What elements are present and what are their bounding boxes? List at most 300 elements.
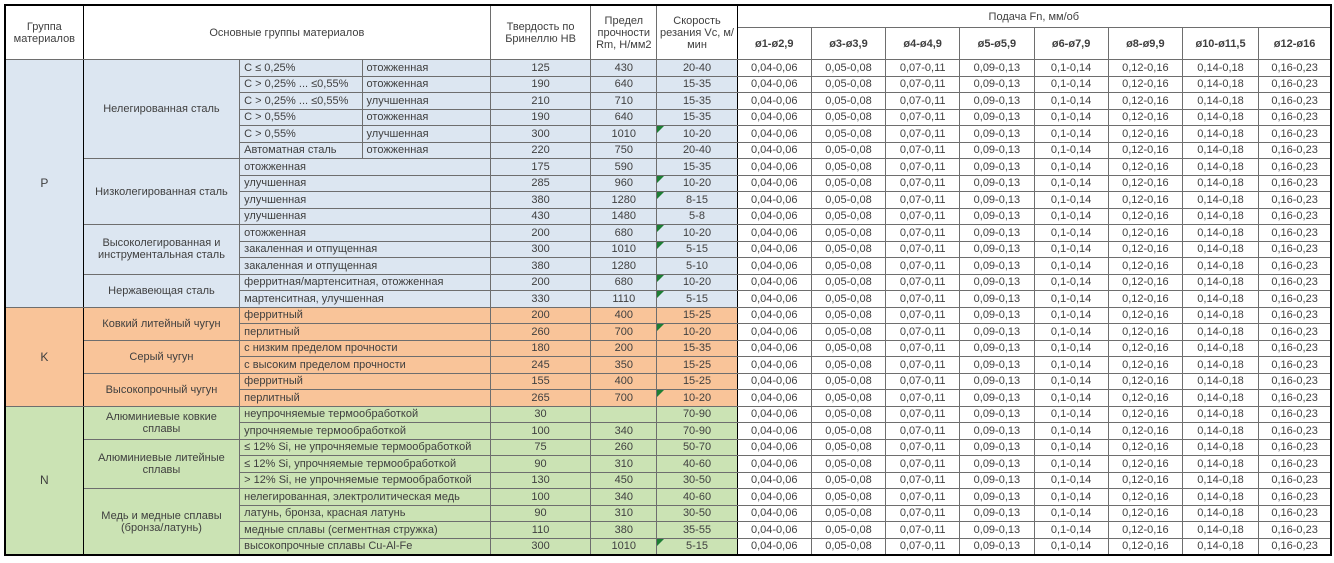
feed-value-cell-8[interactable]: 0,16-0,23 xyxy=(1259,307,1331,324)
feed-value-cell-2[interactable]: 0,05-0,08 xyxy=(811,489,885,506)
feed-value-cell-7[interactable]: 0,14-0,18 xyxy=(1182,93,1258,110)
feed-value-cell-8[interactable]: 0,16-0,23 xyxy=(1259,406,1331,423)
material-state-cell[interactable]: отожженная xyxy=(362,60,490,77)
feed-value-cell-5[interactable]: 0,1-0,14 xyxy=(1034,373,1108,390)
feed-value-cell-7[interactable]: 0,14-0,18 xyxy=(1182,142,1258,159)
hardness-cell[interactable]: 300 xyxy=(490,241,590,258)
strength-cell[interactable]: 590 xyxy=(591,159,657,176)
hardness-cell[interactable]: 300 xyxy=(490,538,590,555)
hardness-cell[interactable]: 200 xyxy=(490,225,590,242)
header-cutting-speed[interactable]: Скорость резания Vc, м/мин xyxy=(657,5,737,60)
feed-value-cell-4[interactable]: 0,09-0,13 xyxy=(960,142,1034,159)
feed-value-cell-8[interactable]: 0,16-0,23 xyxy=(1259,126,1331,143)
header-feed-col-4[interactable]: ø5-ø5,9 xyxy=(960,28,1034,60)
material-subgroup-name[interactable]: Высокопрочный чугун xyxy=(83,373,239,406)
feed-value-cell-7[interactable]: 0,14-0,18 xyxy=(1182,456,1258,473)
feed-value-cell-7[interactable]: 0,14-0,18 xyxy=(1182,373,1258,390)
feed-value-cell-6[interactable]: 0,12-0,16 xyxy=(1108,76,1182,93)
feed-value-cell-1[interactable]: 0,04-0,06 xyxy=(737,142,811,159)
strength-cell[interactable] xyxy=(591,406,657,423)
cutting-speed-cell[interactable]: 5-10 xyxy=(657,258,737,275)
feed-value-cell-2[interactable]: 0,05-0,08 xyxy=(811,274,885,291)
feed-value-cell-7[interactable]: 0,14-0,18 xyxy=(1182,522,1258,539)
material-description-cell[interactable]: перлитный xyxy=(240,324,491,341)
cutting-speed-cell[interactable]: 15-35 xyxy=(657,109,737,126)
feed-value-cell-2[interactable]: 0,05-0,08 xyxy=(811,340,885,357)
feed-value-cell-3[interactable]: 0,07-0,11 xyxy=(886,538,960,555)
feed-value-cell-8[interactable]: 0,16-0,23 xyxy=(1259,423,1331,440)
feed-value-cell-6[interactable]: 0,12-0,16 xyxy=(1108,423,1182,440)
feed-value-cell-7[interactable]: 0,14-0,18 xyxy=(1182,258,1258,275)
header-feed-col-3[interactable]: ø4-ø4,9 xyxy=(886,28,960,60)
strength-cell[interactable]: 310 xyxy=(591,505,657,522)
feed-value-cell-6[interactable]: 0,12-0,16 xyxy=(1108,406,1182,423)
feed-value-cell-1[interactable]: 0,04-0,06 xyxy=(737,423,811,440)
strength-cell[interactable]: 1010 xyxy=(591,538,657,555)
feed-value-cell-2[interactable]: 0,05-0,08 xyxy=(811,406,885,423)
strength-cell[interactable]: 700 xyxy=(591,390,657,407)
feed-value-cell-4[interactable]: 0,09-0,13 xyxy=(960,340,1034,357)
feed-value-cell-3[interactable]: 0,07-0,11 xyxy=(886,274,960,291)
feed-value-cell-2[interactable]: 0,05-0,08 xyxy=(811,192,885,209)
feed-value-cell-8[interactable]: 0,16-0,23 xyxy=(1259,456,1331,473)
feed-value-cell-8[interactable]: 0,16-0,23 xyxy=(1259,357,1331,374)
feed-value-cell-6[interactable]: 0,12-0,16 xyxy=(1108,208,1182,225)
feed-value-cell-4[interactable]: 0,09-0,13 xyxy=(960,76,1034,93)
feed-value-cell-7[interactable]: 0,14-0,18 xyxy=(1182,175,1258,192)
feed-value-cell-1[interactable]: 0,04-0,06 xyxy=(737,439,811,456)
feed-value-cell-2[interactable]: 0,05-0,08 xyxy=(811,76,885,93)
feed-value-cell-4[interactable]: 0,09-0,13 xyxy=(960,241,1034,258)
hardness-cell[interactable]: 220 xyxy=(490,142,590,159)
feed-value-cell-1[interactable]: 0,04-0,06 xyxy=(737,373,811,390)
feed-value-cell-6[interactable]: 0,12-0,16 xyxy=(1108,274,1182,291)
feed-value-cell-4[interactable]: 0,09-0,13 xyxy=(960,538,1034,555)
strength-cell[interactable]: 640 xyxy=(591,76,657,93)
feed-value-cell-4[interactable]: 0,09-0,13 xyxy=(960,390,1034,407)
feed-value-cell-5[interactable]: 0,1-0,14 xyxy=(1034,489,1108,506)
feed-value-cell-3[interactable]: 0,07-0,11 xyxy=(886,225,960,242)
feed-value-cell-1[interactable]: 0,04-0,06 xyxy=(737,241,811,258)
feed-value-cell-1[interactable]: 0,04-0,06 xyxy=(737,109,811,126)
cutting-speed-cell[interactable]: 15-35 xyxy=(657,340,737,357)
feed-value-cell-6[interactable]: 0,12-0,16 xyxy=(1108,456,1182,473)
strength-cell[interactable]: 340 xyxy=(591,489,657,506)
material-description-cell[interactable]: мартенситная, улучшенная xyxy=(240,291,491,308)
material-condition-cell[interactable]: Автоматная сталь xyxy=(240,142,362,159)
material-description-cell[interactable]: отожженная xyxy=(240,225,491,242)
material-subgroup-name[interactable]: Нержавеющая сталь xyxy=(83,274,239,307)
feed-value-cell-1[interactable]: 0,04-0,06 xyxy=(737,406,811,423)
feed-value-cell-8[interactable]: 0,16-0,23 xyxy=(1259,274,1331,291)
feed-value-cell-5[interactable]: 0,1-0,14 xyxy=(1034,93,1108,110)
feed-value-cell-7[interactable]: 0,14-0,18 xyxy=(1182,241,1258,258)
feed-value-cell-1[interactable]: 0,04-0,06 xyxy=(737,538,811,555)
feed-value-cell-2[interactable]: 0,05-0,08 xyxy=(811,175,885,192)
feed-value-cell-3[interactable]: 0,07-0,11 xyxy=(886,258,960,275)
cutting-speed-cell[interactable]: 10-20 xyxy=(657,126,737,143)
feed-value-cell-8[interactable]: 0,16-0,23 xyxy=(1259,109,1331,126)
feed-value-cell-8[interactable]: 0,16-0,23 xyxy=(1259,373,1331,390)
feed-value-cell-5[interactable]: 0,1-0,14 xyxy=(1034,390,1108,407)
feed-value-cell-5[interactable]: 0,1-0,14 xyxy=(1034,472,1108,489)
feed-value-cell-7[interactable]: 0,14-0,18 xyxy=(1182,291,1258,308)
hardness-cell[interactable]: 200 xyxy=(490,307,590,324)
feed-value-cell-2[interactable]: 0,05-0,08 xyxy=(811,390,885,407)
feed-value-cell-8[interactable]: 0,16-0,23 xyxy=(1259,291,1331,308)
header-feed-col-2[interactable]: ø3-ø3,9 xyxy=(811,28,885,60)
feed-value-cell-8[interactable]: 0,16-0,23 xyxy=(1259,489,1331,506)
feed-value-cell-3[interactable]: 0,07-0,11 xyxy=(886,192,960,209)
hardness-cell[interactable]: 100 xyxy=(490,423,590,440)
cutting-speed-cell[interactable]: 5-15 xyxy=(657,241,737,258)
feed-value-cell-3[interactable]: 0,07-0,11 xyxy=(886,357,960,374)
hardness-cell[interactable]: 155 xyxy=(490,373,590,390)
feed-value-cell-5[interactable]: 0,1-0,14 xyxy=(1034,357,1108,374)
cutting-speed-cell[interactable]: 5-15 xyxy=(657,291,737,308)
strength-cell[interactable]: 700 xyxy=(591,324,657,341)
feed-value-cell-5[interactable]: 0,1-0,14 xyxy=(1034,324,1108,341)
material-description-cell[interactable]: улучшенная xyxy=(240,192,491,209)
feed-value-cell-2[interactable]: 0,05-0,08 xyxy=(811,93,885,110)
hardness-cell[interactable]: 245 xyxy=(490,357,590,374)
hardness-cell[interactable]: 90 xyxy=(490,456,590,473)
hardness-cell[interactable]: 125 xyxy=(490,60,590,77)
feed-value-cell-4[interactable]: 0,09-0,13 xyxy=(960,472,1034,489)
feed-value-cell-7[interactable]: 0,14-0,18 xyxy=(1182,307,1258,324)
feed-value-cell-4[interactable]: 0,09-0,13 xyxy=(960,439,1034,456)
feed-value-cell-1[interactable]: 0,04-0,06 xyxy=(737,274,811,291)
feed-value-cell-7[interactable]: 0,14-0,18 xyxy=(1182,225,1258,242)
material-description-cell[interactable]: медные сплавы (сегментная стружка) xyxy=(240,522,491,539)
feed-value-cell-2[interactable]: 0,05-0,08 xyxy=(811,208,885,225)
material-description-cell[interactable]: высокопрочные сплавы Cu-Al-Fe xyxy=(240,538,491,555)
strength-cell[interactable]: 680 xyxy=(591,274,657,291)
hardness-cell[interactable]: 265 xyxy=(490,390,590,407)
cutting-speed-cell[interactable]: 30-50 xyxy=(657,472,737,489)
cutting-speed-cell[interactable]: 15-35 xyxy=(657,76,737,93)
hardness-cell[interactable]: 430 xyxy=(490,208,590,225)
feed-value-cell-7[interactable]: 0,14-0,18 xyxy=(1182,76,1258,93)
feed-value-cell-6[interactable]: 0,12-0,16 xyxy=(1108,225,1182,242)
material-condition-cell[interactable]: C > 0,55% xyxy=(240,109,362,126)
feed-value-cell-6[interactable]: 0,12-0,16 xyxy=(1108,93,1182,110)
feed-value-cell-8[interactable]: 0,16-0,23 xyxy=(1259,60,1331,77)
feed-value-cell-7[interactable]: 0,14-0,18 xyxy=(1182,274,1258,291)
feed-value-cell-3[interactable]: 0,07-0,11 xyxy=(886,324,960,341)
feed-value-cell-6[interactable]: 0,12-0,16 xyxy=(1108,307,1182,324)
cutting-speed-cell[interactable]: 15-25 xyxy=(657,357,737,374)
header-brinell-hardness[interactable]: Твердость по Бринеллю HB xyxy=(490,5,590,60)
hardness-cell[interactable]: 75 xyxy=(490,439,590,456)
feed-value-cell-8[interactable]: 0,16-0,23 xyxy=(1259,93,1331,110)
hardness-cell[interactable]: 210 xyxy=(490,93,590,110)
material-subgroup-name[interactable]: Низколегированная сталь xyxy=(83,159,239,225)
feed-value-cell-8[interactable]: 0,16-0,23 xyxy=(1259,241,1331,258)
feed-value-cell-8[interactable]: 0,16-0,23 xyxy=(1259,208,1331,225)
cutting-speed-cell[interactable]: 70-90 xyxy=(657,423,737,440)
feed-value-cell-5[interactable]: 0,1-0,14 xyxy=(1034,406,1108,423)
feed-value-cell-2[interactable]: 0,05-0,08 xyxy=(811,357,885,374)
feed-value-cell-7[interactable]: 0,14-0,18 xyxy=(1182,340,1258,357)
feed-value-cell-1[interactable]: 0,04-0,06 xyxy=(737,472,811,489)
hardness-cell[interactable]: 110 xyxy=(490,522,590,539)
cutting-speed-cell[interactable]: 10-20 xyxy=(657,274,737,291)
feed-value-cell-5[interactable]: 0,1-0,14 xyxy=(1034,274,1108,291)
feed-value-cell-7[interactable]: 0,14-0,18 xyxy=(1182,159,1258,176)
feed-value-cell-6[interactable]: 0,12-0,16 xyxy=(1108,109,1182,126)
hardness-cell[interactable]: 180 xyxy=(490,340,590,357)
strength-cell[interactable]: 680 xyxy=(591,225,657,242)
hardness-cell[interactable]: 260 xyxy=(490,324,590,341)
group-letter-N[interactable]: N xyxy=(5,406,83,555)
material-condition-cell[interactable]: C ≤ 0,25% xyxy=(240,60,362,77)
feed-value-cell-4[interactable]: 0,09-0,13 xyxy=(960,192,1034,209)
cutting-speed-cell[interactable]: 10-20 xyxy=(657,175,737,192)
feed-value-cell-5[interactable]: 0,1-0,14 xyxy=(1034,307,1108,324)
feed-value-cell-3[interactable]: 0,07-0,11 xyxy=(886,175,960,192)
strength-cell[interactable]: 400 xyxy=(591,307,657,324)
feed-value-cell-4[interactable]: 0,09-0,13 xyxy=(960,505,1034,522)
feed-value-cell-6[interactable]: 0,12-0,16 xyxy=(1108,175,1182,192)
cutting-speed-cell[interactable]: 5-15 xyxy=(657,538,737,555)
feed-value-cell-8[interactable]: 0,16-0,23 xyxy=(1259,159,1331,176)
strength-cell[interactable]: 1010 xyxy=(591,126,657,143)
cutting-speed-cell[interactable]: 20-40 xyxy=(657,60,737,77)
feed-value-cell-5[interactable]: 0,1-0,14 xyxy=(1034,241,1108,258)
feed-value-cell-2[interactable]: 0,05-0,08 xyxy=(811,291,885,308)
feed-value-cell-1[interactable]: 0,04-0,06 xyxy=(737,60,811,77)
feed-value-cell-3[interactable]: 0,07-0,11 xyxy=(886,456,960,473)
feed-value-cell-6[interactable]: 0,12-0,16 xyxy=(1108,357,1182,374)
feed-value-cell-2[interactable]: 0,05-0,08 xyxy=(811,307,885,324)
feed-value-cell-4[interactable]: 0,09-0,13 xyxy=(960,423,1034,440)
material-description-cell[interactable]: отожженная xyxy=(240,159,491,176)
feed-value-cell-8[interactable]: 0,16-0,23 xyxy=(1259,324,1331,341)
feed-value-cell-3[interactable]: 0,07-0,11 xyxy=(886,126,960,143)
material-description-cell[interactable]: латунь, бронза, красная латунь xyxy=(240,505,491,522)
material-state-cell[interactable]: отожженная xyxy=(362,142,490,159)
feed-value-cell-3[interactable]: 0,07-0,11 xyxy=(886,406,960,423)
feed-value-cell-4[interactable]: 0,09-0,13 xyxy=(960,93,1034,110)
feed-value-cell-5[interactable]: 0,1-0,14 xyxy=(1034,225,1108,242)
feed-value-cell-2[interactable]: 0,05-0,08 xyxy=(811,142,885,159)
header-feed-col-1[interactable]: ø1-ø2,9 xyxy=(737,28,811,60)
cutting-speed-cell[interactable]: 40-60 xyxy=(657,489,737,506)
feed-value-cell-3[interactable]: 0,07-0,11 xyxy=(886,142,960,159)
feed-value-cell-5[interactable]: 0,1-0,14 xyxy=(1034,175,1108,192)
material-subgroup-name[interactable]: Медь и медные сплавы (бронза/латунь) xyxy=(83,489,239,556)
feed-value-cell-5[interactable]: 0,1-0,14 xyxy=(1034,423,1108,440)
feed-value-cell-8[interactable]: 0,16-0,23 xyxy=(1259,175,1331,192)
feed-value-cell-8[interactable]: 0,16-0,23 xyxy=(1259,439,1331,456)
feed-value-cell-3[interactable]: 0,07-0,11 xyxy=(886,291,960,308)
feed-value-cell-2[interactable]: 0,05-0,08 xyxy=(811,159,885,176)
feed-value-cell-7[interactable]: 0,14-0,18 xyxy=(1182,406,1258,423)
cutting-speed-cell[interactable]: 70-90 xyxy=(657,406,737,423)
material-description-cell[interactable]: ферритный xyxy=(240,307,491,324)
feed-value-cell-6[interactable]: 0,12-0,16 xyxy=(1108,340,1182,357)
feed-value-cell-7[interactable]: 0,14-0,18 xyxy=(1182,390,1258,407)
feed-value-cell-1[interactable]: 0,04-0,06 xyxy=(737,456,811,473)
material-subgroup-name[interactable]: Алюминиевые литейные сплавы xyxy=(83,439,239,489)
feed-value-cell-2[interactable]: 0,05-0,08 xyxy=(811,456,885,473)
feed-value-cell-7[interactable]: 0,14-0,18 xyxy=(1182,439,1258,456)
feed-value-cell-5[interactable]: 0,1-0,14 xyxy=(1034,76,1108,93)
feed-value-cell-6[interactable]: 0,12-0,16 xyxy=(1108,439,1182,456)
feed-value-cell-5[interactable]: 0,1-0,14 xyxy=(1034,159,1108,176)
feed-value-cell-6[interactable]: 0,12-0,16 xyxy=(1108,159,1182,176)
material-condition-cell[interactable]: C > 0,25% ... ≤0,55% xyxy=(240,93,362,110)
material-description-cell[interactable]: неупрочняемые термообработкой xyxy=(240,406,491,423)
strength-cell[interactable]: 640 xyxy=(591,109,657,126)
feed-value-cell-7[interactable]: 0,14-0,18 xyxy=(1182,423,1258,440)
feed-value-cell-4[interactable]: 0,09-0,13 xyxy=(960,225,1034,242)
feed-value-cell-4[interactable]: 0,09-0,13 xyxy=(960,489,1034,506)
feed-value-cell-4[interactable]: 0,09-0,13 xyxy=(960,357,1034,374)
feed-value-cell-1[interactable]: 0,04-0,06 xyxy=(737,258,811,275)
material-subgroup-name[interactable]: Алюминиевые ковкие сплавы xyxy=(83,406,239,439)
feed-value-cell-1[interactable]: 0,04-0,06 xyxy=(737,522,811,539)
header-feed-col-5[interactable]: ø6-ø7,9 xyxy=(1034,28,1108,60)
material-description-cell[interactable]: закаленная и отпущенная xyxy=(240,241,491,258)
material-description-cell[interactable]: улучшенная xyxy=(240,208,491,225)
feed-value-cell-5[interactable]: 0,1-0,14 xyxy=(1034,192,1108,209)
feed-value-cell-8[interactable]: 0,16-0,23 xyxy=(1259,192,1331,209)
cutting-speed-cell[interactable]: 10-20 xyxy=(657,225,737,242)
material-description-cell[interactable]: с низким пределом прочности xyxy=(240,340,491,357)
feed-value-cell-7[interactable]: 0,14-0,18 xyxy=(1182,126,1258,143)
feed-value-cell-6[interactable]: 0,12-0,16 xyxy=(1108,505,1182,522)
material-description-cell[interactable]: ферритная/мартенситная, отожженная xyxy=(240,274,491,291)
feed-value-cell-8[interactable]: 0,16-0,23 xyxy=(1259,472,1331,489)
feed-value-cell-3[interactable]: 0,07-0,11 xyxy=(886,60,960,77)
feed-value-cell-4[interactable]: 0,09-0,13 xyxy=(960,175,1034,192)
feed-value-cell-1[interactable]: 0,04-0,06 xyxy=(737,324,811,341)
feed-value-cell-6[interactable]: 0,12-0,16 xyxy=(1108,142,1182,159)
feed-value-cell-4[interactable]: 0,09-0,13 xyxy=(960,324,1034,341)
material-state-cell[interactable]: улучшенная xyxy=(362,93,490,110)
material-description-cell[interactable]: ≤ 12% Si, не упрочняемые термообработкой xyxy=(240,439,491,456)
feed-value-cell-5[interactable]: 0,1-0,14 xyxy=(1034,126,1108,143)
feed-value-cell-4[interactable]: 0,09-0,13 xyxy=(960,109,1034,126)
feed-value-cell-6[interactable]: 0,12-0,16 xyxy=(1108,522,1182,539)
feed-value-cell-2[interactable]: 0,05-0,08 xyxy=(811,505,885,522)
hardness-cell[interactable]: 90 xyxy=(490,505,590,522)
feed-value-cell-4[interactable]: 0,09-0,13 xyxy=(960,208,1034,225)
feed-value-cell-6[interactable]: 0,12-0,16 xyxy=(1108,489,1182,506)
feed-value-cell-3[interactable]: 0,07-0,11 xyxy=(886,505,960,522)
feed-value-cell-7[interactable]: 0,14-0,18 xyxy=(1182,472,1258,489)
feed-value-cell-3[interactable]: 0,07-0,11 xyxy=(886,489,960,506)
feed-value-cell-1[interactable]: 0,04-0,06 xyxy=(737,208,811,225)
feed-value-cell-7[interactable]: 0,14-0,18 xyxy=(1182,208,1258,225)
feed-value-cell-3[interactable]: 0,07-0,11 xyxy=(886,93,960,110)
hardness-cell[interactable]: 380 xyxy=(490,258,590,275)
feed-value-cell-4[interactable]: 0,09-0,13 xyxy=(960,522,1034,539)
feed-value-cell-2[interactable]: 0,05-0,08 xyxy=(811,522,885,539)
feed-value-cell-7[interactable]: 0,14-0,18 xyxy=(1182,60,1258,77)
feed-value-cell-1[interactable]: 0,04-0,06 xyxy=(737,159,811,176)
feed-value-cell-1[interactable]: 0,04-0,06 xyxy=(737,93,811,110)
hardness-cell[interactable]: 30 xyxy=(490,406,590,423)
strength-cell[interactable]: 750 xyxy=(591,142,657,159)
hardness-cell[interactable]: 190 xyxy=(490,76,590,93)
feed-value-cell-5[interactable]: 0,1-0,14 xyxy=(1034,142,1108,159)
feed-value-cell-5[interactable]: 0,1-0,14 xyxy=(1034,505,1108,522)
material-subgroup-name[interactable]: Высоколегированная и инструментальная сталь xyxy=(83,225,239,275)
feed-value-cell-7[interactable]: 0,14-0,18 xyxy=(1182,489,1258,506)
feed-value-cell-7[interactable]: 0,14-0,18 xyxy=(1182,538,1258,555)
strength-cell[interactable]: 1280 xyxy=(591,192,657,209)
feed-value-cell-8[interactable]: 0,16-0,23 xyxy=(1259,76,1331,93)
feed-value-cell-3[interactable]: 0,07-0,11 xyxy=(886,159,960,176)
hardness-cell[interactable]: 100 xyxy=(490,489,590,506)
cutting-speed-cell[interactable]: 5-8 xyxy=(657,208,737,225)
feed-value-cell-4[interactable]: 0,09-0,13 xyxy=(960,291,1034,308)
feed-value-cell-3[interactable]: 0,07-0,11 xyxy=(886,373,960,390)
feed-value-cell-1[interactable]: 0,04-0,06 xyxy=(737,76,811,93)
feed-value-cell-7[interactable]: 0,14-0,18 xyxy=(1182,324,1258,341)
feed-value-cell-1[interactable]: 0,04-0,06 xyxy=(737,225,811,242)
feed-value-cell-6[interactable]: 0,12-0,16 xyxy=(1108,60,1182,77)
feed-value-cell-3[interactable]: 0,07-0,11 xyxy=(886,307,960,324)
feed-value-cell-6[interactable]: 0,12-0,16 xyxy=(1108,538,1182,555)
material-state-cell[interactable]: отожженная xyxy=(362,109,490,126)
feed-value-cell-3[interactable]: 0,07-0,11 xyxy=(886,109,960,126)
header-feed-col-7[interactable]: ø10-ø11,5 xyxy=(1182,28,1258,60)
material-description-cell[interactable]: перлитный xyxy=(240,390,491,407)
strength-cell[interactable]: 450 xyxy=(591,472,657,489)
cutting-speed-cell[interactable]: 30-50 xyxy=(657,505,737,522)
feed-value-cell-2[interactable]: 0,05-0,08 xyxy=(811,225,885,242)
header-feed-col-6[interactable]: ø8-ø9,9 xyxy=(1108,28,1182,60)
cutting-speed-cell[interactable]: 40-60 xyxy=(657,456,737,473)
material-description-cell[interactable]: ≤ 12% Si, упрочняемые термообработкой xyxy=(240,456,491,473)
cutting-speed-cell[interactable]: 35-55 xyxy=(657,522,737,539)
feed-value-cell-5[interactable]: 0,1-0,14 xyxy=(1034,258,1108,275)
feed-value-cell-2[interactable]: 0,05-0,08 xyxy=(811,373,885,390)
feed-value-cell-2[interactable]: 0,05-0,08 xyxy=(811,241,885,258)
material-description-cell[interactable]: закаленная и отпущенная xyxy=(240,258,491,275)
strength-cell[interactable]: 310 xyxy=(591,456,657,473)
feed-value-cell-6[interactable]: 0,12-0,16 xyxy=(1108,126,1182,143)
feed-value-cell-2[interactable]: 0,05-0,08 xyxy=(811,472,885,489)
feed-value-cell-1[interactable]: 0,04-0,06 xyxy=(737,390,811,407)
feed-value-cell-4[interactable]: 0,09-0,13 xyxy=(960,307,1034,324)
feed-value-cell-1[interactable]: 0,04-0,06 xyxy=(737,489,811,506)
feed-value-cell-8[interactable]: 0,16-0,23 xyxy=(1259,142,1331,159)
cutting-speed-cell[interactable]: 20-40 xyxy=(657,142,737,159)
material-condition-cell[interactable]: C > 0,25% ... ≤0,55% xyxy=(240,76,362,93)
strength-cell[interactable]: 430 xyxy=(591,60,657,77)
feed-value-cell-3[interactable]: 0,07-0,11 xyxy=(886,208,960,225)
feed-value-cell-2[interactable]: 0,05-0,08 xyxy=(811,538,885,555)
feed-value-cell-6[interactable]: 0,12-0,16 xyxy=(1108,291,1182,308)
feed-value-cell-1[interactable]: 0,04-0,06 xyxy=(737,357,811,374)
material-subgroup-name[interactable]: Нелегированная сталь xyxy=(83,60,239,159)
feed-value-cell-3[interactable]: 0,07-0,11 xyxy=(886,472,960,489)
feed-value-cell-6[interactable]: 0,12-0,16 xyxy=(1108,472,1182,489)
strength-cell[interactable]: 200 xyxy=(591,340,657,357)
feed-value-cell-3[interactable]: 0,07-0,11 xyxy=(886,76,960,93)
feed-value-cell-3[interactable]: 0,07-0,11 xyxy=(886,423,960,440)
feed-value-cell-1[interactable]: 0,04-0,06 xyxy=(737,340,811,357)
feed-value-cell-3[interactable]: 0,07-0,11 xyxy=(886,241,960,258)
material-description-cell[interactable]: нелегированная, электролитическая медь xyxy=(240,489,491,506)
feed-value-cell-1[interactable]: 0,04-0,06 xyxy=(737,192,811,209)
feed-value-cell-6[interactable]: 0,12-0,16 xyxy=(1108,390,1182,407)
